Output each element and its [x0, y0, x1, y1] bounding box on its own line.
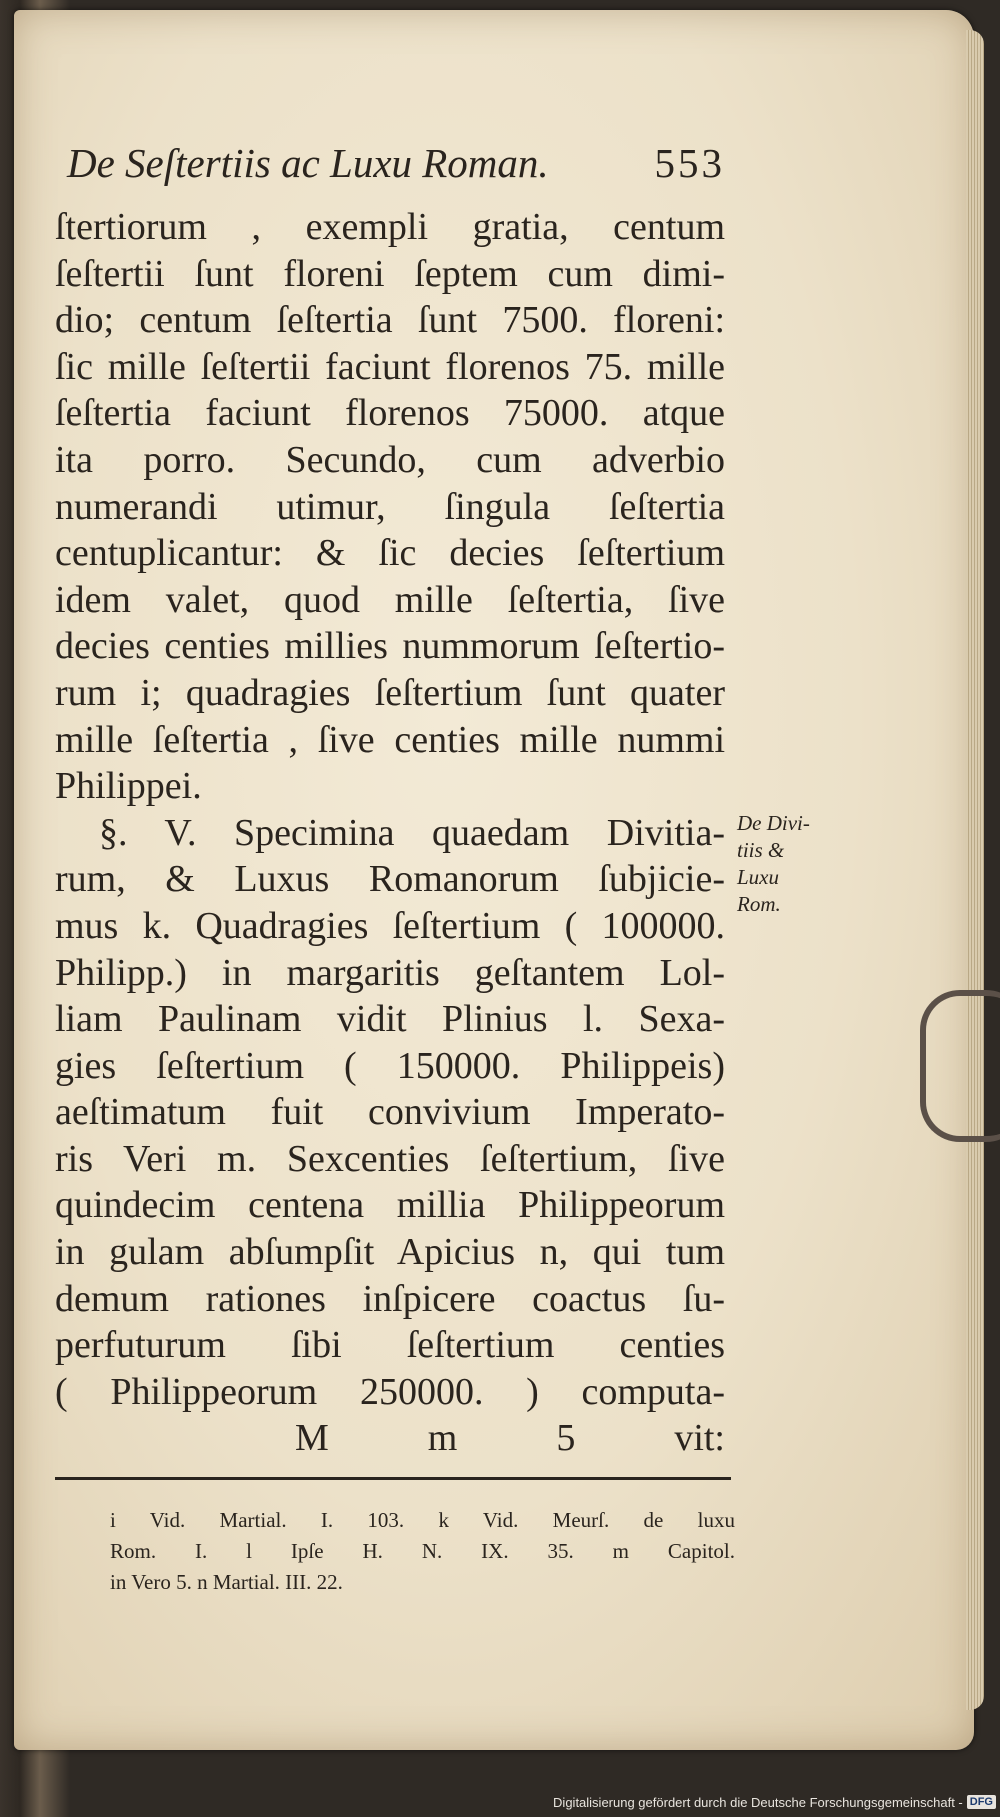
text-line: mus k. Quadragies ſeſtertium ( 100000.: [55, 904, 725, 947]
text-line: rum, & Luxus Romanorum ſubjicie-: [55, 858, 725, 901]
footnotes: [110, 1505, 735, 1598]
text-line: ſeſtertii ſunt floreni ſeptem cum dimi-: [55, 252, 725, 295]
page-text-block: [55, 140, 725, 1462]
text-line: gies ſeſtertium ( 150000. Philippeis): [55, 1044, 725, 1087]
footnote-line: Rom. I. l Ipſe H. N. IX. 35. m Capitol.: [110, 1539, 735, 1563]
text-line: ita porro. Secundo, cum adverbio: [55, 438, 725, 481]
text-line: aeſtimatum fuit convivium Imperato-: [55, 1091, 725, 1134]
signature-mark: M m 5: [295, 1417, 576, 1460]
footnote-line: i Vid. Martial. I. 103. k Vid. Meurſ. de luxu: [110, 1508, 735, 1532]
funding-credit: [553, 1791, 996, 1813]
text-line: rum i; quadragies ſeſtertium ſunt quater: [55, 671, 725, 714]
text-line: decies centies millies nummorum ſeſtertio-: [55, 625, 725, 668]
margin-note-line: De Divi-: [737, 811, 810, 835]
dfg-logo: DFG: [967, 1795, 996, 1809]
text-line: dio; centum ſeſtertia ſunt 7500. floreni:: [55, 299, 725, 342]
funding-credit-text: Digitalisierung gefördert durch die Deutsche Forschungsgemeinschaft -: [553, 1794, 963, 1810]
page-clip: [920, 990, 1000, 1142]
text-line: ſic mille ſeſtertii faciunt florenos 75. mille: [55, 345, 725, 388]
footnote-rule: [55, 1477, 731, 1480]
text-line: ( Philippeorum 250000. ) computa-: [55, 1370, 725, 1413]
margin-note-line: Rom.: [737, 892, 781, 916]
running-title: De Seſtertiis ac Luxu Roman.: [67, 140, 549, 186]
text-line: ris Veri m. Sexcenties ſeſtertium, ſive: [55, 1137, 725, 1180]
footnote-line: in Vero 5. n Martial. III. 22.: [110, 1570, 343, 1594]
text-line: mille ſeſtertia , ſive centies mille nummi: [55, 718, 725, 761]
catchword: vit:: [674, 1417, 725, 1460]
text-line: Philipp.) in margaritis geſtantem Lol-: [55, 951, 725, 994]
text-line: idem valet, quod mille ſeſtertia, ſive: [55, 578, 725, 621]
margin-note-line: tiis &: [737, 838, 785, 862]
text-line: liam Paulinam vidit Plinius l. Sexa-: [55, 998, 725, 1041]
page-edges: [966, 30, 984, 1710]
text-line: numerandi utimur, ſingula ſeſtertia: [55, 485, 725, 528]
text-line: Philippei.: [55, 765, 202, 808]
section-heading-line: §. V. Specimina quaedam Divitia-: [99, 811, 725, 854]
text-line: ſeſtertia faciunt florenos 75000. atque: [55, 392, 725, 435]
text-line: quindecim centena millia Philippeorum: [55, 1184, 725, 1227]
text-line: ſtertiorum , exempli gratia, centum: [55, 206, 725, 248]
running-header: [67, 140, 725, 192]
page-number: 553: [654, 140, 725, 186]
text-line: perfuturum ſibi ſeſtertium centies: [55, 1324, 725, 1367]
margin-note-line: Luxu: [737, 865, 779, 889]
signature-line: [55, 1415, 725, 1462]
text-line: centuplicantur: & ſic decies ſeſtertium: [55, 532, 725, 575]
text-line: in gulam abſumpſit Apicius n, qui tum: [55, 1231, 725, 1274]
text-line: demum rationes inſpicere coactus ſu-: [55, 1277, 725, 1320]
margin-note: [737, 810, 827, 918]
